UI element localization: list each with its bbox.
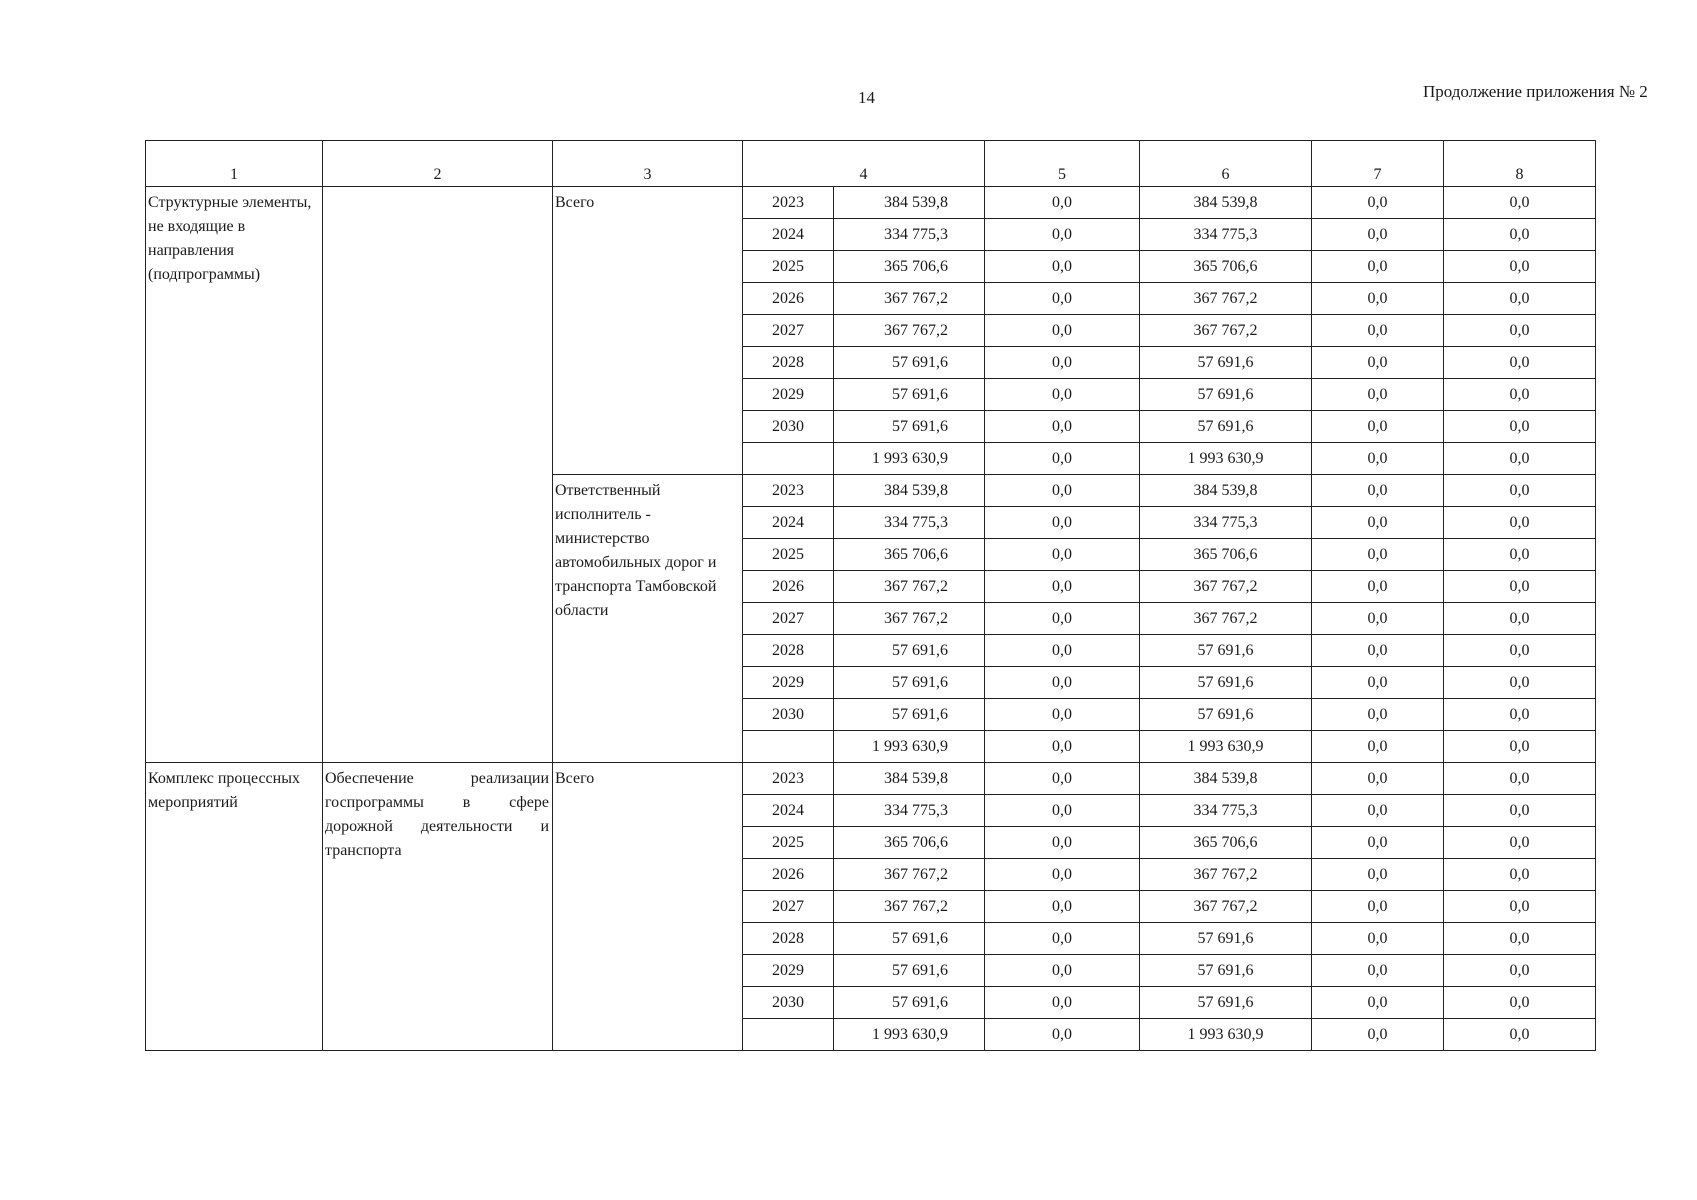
col-header-4: 4: [743, 141, 985, 187]
col-header-5: 5: [985, 141, 1140, 187]
value-cell-5: 0,0: [985, 475, 1140, 507]
value-cell-4: 57 691,6: [834, 987, 985, 1019]
col-header-7: 7: [1312, 141, 1444, 187]
value-cell-7: 0,0: [1312, 923, 1444, 955]
value-cell-8: 0,0: [1444, 891, 1596, 923]
value-cell-5: 0,0: [985, 827, 1140, 859]
value-cell-6: 384 539,8: [1140, 475, 1312, 507]
year-cell: 2024: [743, 507, 834, 539]
value-cell-7: 0,0: [1312, 795, 1444, 827]
value-cell-7: 0,0: [1312, 699, 1444, 731]
value-cell-5: 0,0: [985, 923, 1140, 955]
value-cell-4: 367 767,2: [834, 283, 985, 315]
value-cell-8: 0,0: [1444, 859, 1596, 891]
year-cell: 2028: [743, 635, 834, 667]
value-cell-5: 0,0: [985, 283, 1140, 315]
group-label: Ответственный исполнитель - министерство автомобильных дорог и транспорта Тамбовской области: [553, 475, 743, 763]
value-cell-4: 334 775,3: [834, 219, 985, 251]
year-cell: 2026: [743, 859, 834, 891]
table-row: [146, 763, 1596, 795]
value-cell-7: 0,0: [1312, 667, 1444, 699]
year-cell: 2029: [743, 955, 834, 987]
value-cell-7: 0,0: [1312, 827, 1444, 859]
year-cell: 2030: [743, 699, 834, 731]
year-cell: 2025: [743, 539, 834, 571]
year-cell: 2030: [743, 411, 834, 443]
year-cell: 2027: [743, 315, 834, 347]
value-cell-5: 0,0: [985, 891, 1140, 923]
value-cell-7: 0,0: [1312, 635, 1444, 667]
value-cell-7: 0,0: [1312, 443, 1444, 475]
continuation-label: Продолжение приложения № 2: [1423, 82, 1648, 101]
col-header-1: 1: [146, 141, 323, 187]
year-cell: 2026: [743, 283, 834, 315]
value-cell-5: 0,0: [985, 187, 1140, 219]
value-cell-5: 0,0: [985, 251, 1140, 283]
value-cell-5: 0,0: [985, 1019, 1140, 1051]
value-cell-5: 0,0: [985, 507, 1140, 539]
value-cell-5: 0,0: [985, 219, 1140, 251]
value-cell-7: 0,0: [1312, 347, 1444, 379]
col-header-3: 3: [553, 141, 743, 187]
group-label: Всего: [553, 187, 743, 475]
value-cell-7: 0,0: [1312, 187, 1444, 219]
value-cell-5: 0,0: [985, 763, 1140, 795]
value-cell-5: 0,0: [985, 539, 1140, 571]
value-cell-5: 0,0: [985, 443, 1140, 475]
value-cell-6: 384 539,8: [1140, 763, 1312, 795]
year-cell: 2026: [743, 571, 834, 603]
value-cell-8: 0,0: [1444, 571, 1596, 603]
value-cell-4: 57 691,6: [834, 411, 985, 443]
year-cell: 2023: [743, 187, 834, 219]
value-cell-6: 1 993 630,9: [1140, 443, 1312, 475]
value-cell-7: 0,0: [1312, 987, 1444, 1019]
value-cell-8: 0,0: [1444, 283, 1596, 315]
year-cell: 2023: [743, 763, 834, 795]
value-cell-8: 0,0: [1444, 219, 1596, 251]
value-cell-8: 0,0: [1444, 379, 1596, 411]
finance-table: [145, 140, 1596, 1051]
value-cell-5: 0,0: [985, 699, 1140, 731]
value-cell-6: 57 691,6: [1140, 379, 1312, 411]
value-cell-7: 0,0: [1312, 219, 1444, 251]
value-cell-5: 0,0: [985, 987, 1140, 1019]
value-cell-6: 367 767,2: [1140, 891, 1312, 923]
value-cell-8: 0,0: [1444, 731, 1596, 763]
value-cell-6: 57 691,6: [1140, 347, 1312, 379]
value-cell-7: 0,0: [1312, 251, 1444, 283]
col-header-8: 8: [1444, 141, 1596, 187]
value-cell-8: 0,0: [1444, 635, 1596, 667]
value-cell-4: 57 691,6: [834, 379, 985, 411]
value-cell-6: 365 706,6: [1140, 251, 1312, 283]
value-cell-8: 0,0: [1444, 539, 1596, 571]
value-cell-5: 0,0: [985, 859, 1140, 891]
value-cell-5: 0,0: [985, 379, 1140, 411]
value-cell-4: 57 691,6: [834, 699, 985, 731]
col-header-2: 2: [323, 141, 553, 187]
value-cell-7: 0,0: [1312, 1019, 1444, 1051]
year-cell: 2030: [743, 987, 834, 1019]
year-cell: [743, 731, 834, 763]
value-cell-4: 57 691,6: [834, 667, 985, 699]
value-cell-5: 0,0: [985, 603, 1140, 635]
value-cell-8: 0,0: [1444, 475, 1596, 507]
value-cell-6: 365 706,6: [1140, 827, 1312, 859]
value-cell-8: 0,0: [1444, 1019, 1596, 1051]
value-cell-6: 334 775,3: [1140, 507, 1312, 539]
group-label: Всего: [553, 763, 743, 1051]
value-cell-8: 0,0: [1444, 187, 1596, 219]
col-header-6: 6: [1140, 141, 1312, 187]
value-cell-6: 367 767,2: [1140, 603, 1312, 635]
value-cell-8: 0,0: [1444, 827, 1596, 859]
year-cell: 2027: [743, 603, 834, 635]
table-row: [146, 187, 1596, 219]
value-cell-8: 0,0: [1444, 699, 1596, 731]
year-cell: 2023: [743, 475, 834, 507]
value-cell-5: 0,0: [985, 731, 1140, 763]
value-cell-4: 57 691,6: [834, 347, 985, 379]
value-cell-5: 0,0: [985, 667, 1140, 699]
value-cell-4: 384 539,8: [834, 475, 985, 507]
value-cell-6: 57 691,6: [1140, 987, 1312, 1019]
value-cell-6: 367 767,2: [1140, 315, 1312, 347]
value-cell-4: 57 691,6: [834, 955, 985, 987]
value-cell-8: 0,0: [1444, 667, 1596, 699]
value-cell-4: 1 993 630,9: [834, 731, 985, 763]
value-cell-7: 0,0: [1312, 571, 1444, 603]
value-cell-5: 0,0: [985, 315, 1140, 347]
value-cell-4: 1 993 630,9: [834, 1019, 985, 1051]
section-title: Структурные элементы, не входящие в направления (подпрограммы): [146, 187, 323, 763]
value-cell-4: 367 767,2: [834, 891, 985, 923]
value-cell-6: 1 993 630,9: [1140, 1019, 1312, 1051]
value-cell-4: 334 775,3: [834, 507, 985, 539]
value-cell-8: 0,0: [1444, 603, 1596, 635]
value-cell-4: 1 993 630,9: [834, 443, 985, 475]
value-cell-8: 0,0: [1444, 315, 1596, 347]
value-cell-6: 57 691,6: [1140, 955, 1312, 987]
value-cell-4: 365 706,6: [834, 251, 985, 283]
value-cell-5: 0,0: [985, 571, 1140, 603]
value-cell-4: 57 691,6: [834, 635, 985, 667]
value-cell-4: 384 539,8: [834, 187, 985, 219]
value-cell-6: 384 539,8: [1140, 187, 1312, 219]
value-cell-7: 0,0: [1312, 859, 1444, 891]
value-cell-6: 57 691,6: [1140, 923, 1312, 955]
year-cell: 2024: [743, 219, 834, 251]
value-cell-5: 0,0: [985, 411, 1140, 443]
year-cell: 2029: [743, 379, 834, 411]
year-cell: 2025: [743, 827, 834, 859]
value-cell-6: 57 691,6: [1140, 411, 1312, 443]
value-cell-7: 0,0: [1312, 891, 1444, 923]
value-cell-4: 334 775,3: [834, 795, 985, 827]
value-cell-7: 0,0: [1312, 475, 1444, 507]
value-cell-7: 0,0: [1312, 955, 1444, 987]
value-cell-6: 367 767,2: [1140, 571, 1312, 603]
value-cell-5: 0,0: [985, 635, 1140, 667]
value-cell-6: 57 691,6: [1140, 699, 1312, 731]
value-cell-7: 0,0: [1312, 507, 1444, 539]
value-cell-6: 1 993 630,9: [1140, 731, 1312, 763]
year-cell: 2024: [743, 795, 834, 827]
value-cell-6: 367 767,2: [1140, 283, 1312, 315]
year-cell: 2029: [743, 667, 834, 699]
value-cell-5: 0,0: [985, 347, 1140, 379]
value-cell-6: 57 691,6: [1140, 635, 1312, 667]
value-cell-4: 365 706,6: [834, 827, 985, 859]
value-cell-6: 334 775,3: [1140, 795, 1312, 827]
value-cell-7: 0,0: [1312, 539, 1444, 571]
value-cell-8: 0,0: [1444, 955, 1596, 987]
value-cell-4: 367 767,2: [834, 315, 985, 347]
value-cell-4: 57 691,6: [834, 923, 985, 955]
value-cell-7: 0,0: [1312, 283, 1444, 315]
value-cell-7: 0,0: [1312, 731, 1444, 763]
value-cell-4: 367 767,2: [834, 571, 985, 603]
value-cell-4: 365 706,6: [834, 539, 985, 571]
year-cell: 2028: [743, 347, 834, 379]
value-cell-8: 0,0: [1444, 795, 1596, 827]
section-title: Комплекс процессных мероприятий: [146, 763, 323, 1051]
value-cell-7: 0,0: [1312, 315, 1444, 347]
value-cell-6: 367 767,2: [1140, 859, 1312, 891]
value-cell-4: 367 767,2: [834, 603, 985, 635]
value-cell-8: 0,0: [1444, 923, 1596, 955]
value-cell-4: 367 767,2: [834, 859, 985, 891]
year-cell: 2027: [743, 891, 834, 923]
value-cell-7: 0,0: [1312, 411, 1444, 443]
section-description: Обеспечение реализации госпрограммы в сфере дорожной деятельности и транспорта: [323, 763, 553, 1051]
value-cell-4: 384 539,8: [834, 763, 985, 795]
section-description: [323, 187, 553, 763]
value-cell-8: 0,0: [1444, 347, 1596, 379]
value-cell-7: 0,0: [1312, 603, 1444, 635]
year-cell: 2028: [743, 923, 834, 955]
year-cell: [743, 1019, 834, 1051]
year-cell: 2025: [743, 251, 834, 283]
value-cell-8: 0,0: [1444, 443, 1596, 475]
value-cell-5: 0,0: [985, 955, 1140, 987]
value-cell-8: 0,0: [1444, 411, 1596, 443]
value-cell-6: 57 691,6: [1140, 667, 1312, 699]
value-cell-6: 334 775,3: [1140, 219, 1312, 251]
value-cell-8: 0,0: [1444, 507, 1596, 539]
value-cell-8: 0,0: [1444, 763, 1596, 795]
value-cell-8: 0,0: [1444, 251, 1596, 283]
value-cell-7: 0,0: [1312, 379, 1444, 411]
value-cell-6: 365 706,6: [1140, 539, 1312, 571]
year-cell: [743, 443, 834, 475]
page-number: 14: [858, 88, 875, 107]
value-cell-7: 0,0: [1312, 763, 1444, 795]
value-cell-5: 0,0: [985, 795, 1140, 827]
value-cell-8: 0,0: [1444, 987, 1596, 1019]
header-row: [146, 141, 1596, 187]
